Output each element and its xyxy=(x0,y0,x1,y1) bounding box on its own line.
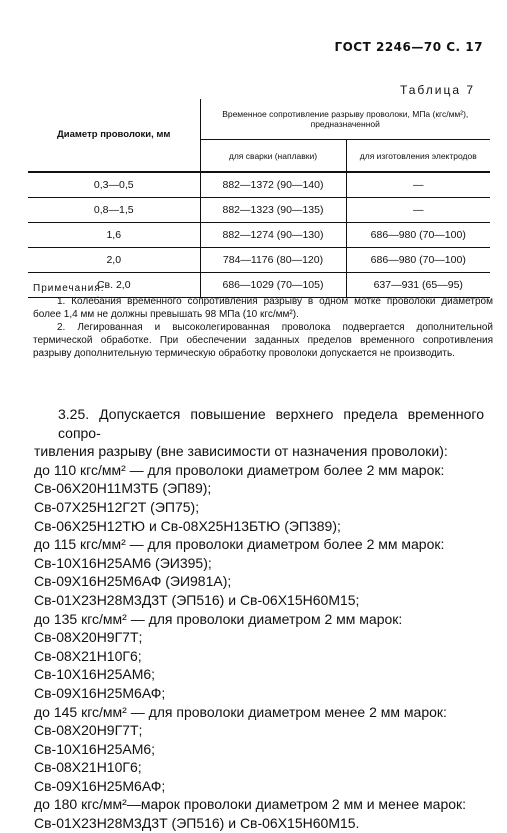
clause-line: Св-01Х23Н28М3Д3Т (ЭП516) и Св-06Х15Н60М15. xyxy=(34,815,360,832)
clause-line: Св-08Х21Н10Г6; xyxy=(34,759,142,776)
col-header-electrodes: для изготовления электродов xyxy=(346,140,490,173)
clause-line: Св-10Х16Н25АМ6; xyxy=(34,740,156,757)
clause-line: до 180 кгс/мм²—марок проволоки диаметром 2 мм и менее марок: xyxy=(34,796,467,813)
cell-diameter: Св. 2,0 xyxy=(28,273,200,298)
notes-title: Примечания: xyxy=(33,283,105,294)
clause-line: тивления разрыву (вне зависимости от назначения проволоки): xyxy=(34,443,448,460)
cell-welding: 882—1274 (90—130) xyxy=(200,223,346,248)
cell-electrodes: 686—980 (70—100) xyxy=(346,223,490,248)
clause-line: до 110 кгс/мм² — для проволоки диаметром более 2 мм марок: xyxy=(34,461,445,478)
cell-electrodes: 637—931 (65—95) xyxy=(346,273,490,298)
clause-line: Св-08Х20Н9Г7Т; xyxy=(34,629,143,646)
cell-welding: 882—1372 (90—140) xyxy=(200,172,346,198)
clause-line: Св-09Х16Н25М6АФ; xyxy=(34,777,166,794)
table-label: Таблица 7 xyxy=(399,83,475,97)
cell-electrodes: — xyxy=(346,198,490,223)
cell-diameter: 0,8—1,5 xyxy=(28,198,200,223)
notes-block xyxy=(33,282,493,360)
clause-line: Св-09Х16Н25М6АФ (ЭИ981А); xyxy=(34,573,232,590)
clause-line: Св-08Х21Н10Г6; xyxy=(34,647,142,664)
clause-line: до 145 кгс/мм² — для проволоки диаметром менее 2 мм марок: xyxy=(34,703,447,720)
cell-welding: 784—1176 (80—120) xyxy=(200,248,346,273)
cell-diameter: 2,0 xyxy=(28,248,200,273)
clause-line: Св-08Х20Н9Г7Т; xyxy=(34,722,143,739)
clause-3-25 xyxy=(34,405,484,833)
clause-line: до 135 кгс/мм² — для проволоки диаметром 2 мм марок: xyxy=(34,610,403,627)
table-row xyxy=(28,223,490,248)
table-row xyxy=(28,248,490,273)
clause-line: Св-01Х23Н28М3Д3Т (ЭП516) и Св-06Х15Н60М15; xyxy=(34,591,360,608)
clause-line: Св-07Х25Н12Г2Т (ЭП75); xyxy=(34,498,200,515)
note-item: 1. Колебания временного сопротивления разрыву в одном мотке проволоки диаметром более 1,4 мм не должны превышать 98 МПа (10 кгс/мм²). xyxy=(33,296,493,320)
cell-electrodes: 686—980 (70—100) xyxy=(346,248,490,273)
clause-line: Св-10Х16Н25АМ6 (ЭИ395); xyxy=(34,554,212,571)
strength-table xyxy=(28,99,490,298)
clause-line: Св-10Х16Н25АМ6; xyxy=(34,666,156,683)
clause-line: до 115 кгс/мм² — для проволоки диаметром более 2 мм марок: xyxy=(34,536,445,553)
table-row xyxy=(28,198,490,223)
table-row xyxy=(28,172,490,198)
clause-line: Св-09Х16Н25М6АФ; xyxy=(34,684,166,701)
col-header-welding: для сварки (наплавки) xyxy=(200,140,346,173)
clause-line: 3.25. Допускается повышение верхнего предела временного сопро- xyxy=(58,406,484,441)
cell-electrodes: — xyxy=(346,172,490,198)
col-header-strength: Временное сопротивление разрыву проволоки, МПа (кгс/мм²), предназначенной xyxy=(200,99,490,140)
clause-line: Св-06Х25Н12ТЮ и Св-08Х25Н13БТЮ (ЭП389); xyxy=(34,517,341,534)
page-header: ГОСТ 2246—70 С. 17 xyxy=(334,40,483,54)
clause-line: Св-06Х20Н11М3ТБ (ЭП89); xyxy=(34,480,212,497)
note-item: 2. Легированная и высоколегированная проволока подвергается дополнительной термической обработке. При обеспечении заданных пределов временного сопротивления разрыву дополнительную термическую обработку проволоки допускается не производить. xyxy=(33,322,493,359)
cell-welding: 882—1323 (90—135) xyxy=(200,198,346,223)
cell-diameter: 0,3—0,5 xyxy=(28,172,200,198)
cell-diameter: 1,6 xyxy=(28,223,200,248)
col-header-diameter: Диаметр проволоки, мм xyxy=(28,99,200,172)
cell-welding: 686—1029 (70—105) xyxy=(200,273,346,298)
